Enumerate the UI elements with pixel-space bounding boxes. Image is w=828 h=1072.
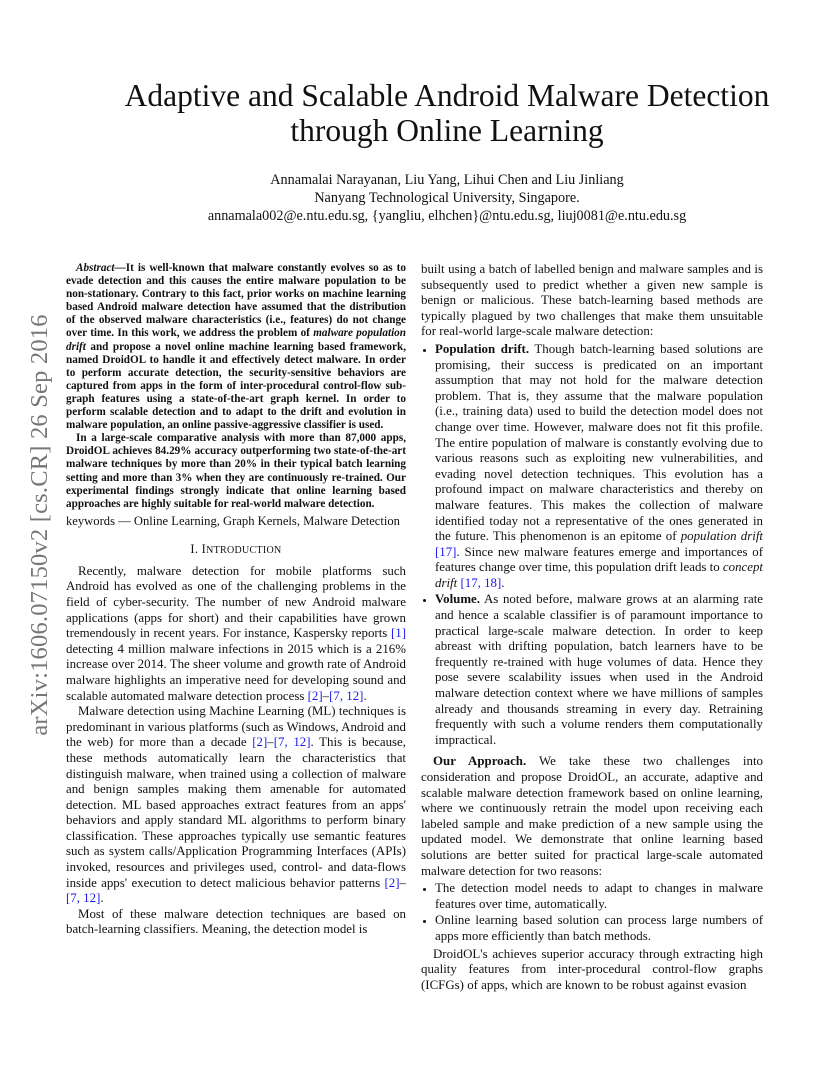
bullet-text-cont: . Since new malware features emerge and importances of features change over time, this population drift leads to: [435, 544, 763, 575]
arxiv-sidebar: [0, 0, 66, 1072]
title-line-2: through Online Learning: [290, 113, 604, 148]
author-block: [66, 171, 828, 225]
reason-item: • The detection model needs to adapt to changes in malware features over time, automatically.: [435, 881, 763, 912]
intro-paragraph-1: [66, 564, 406, 704]
arxiv-identifier: arXiv:1606.07150v2 [cs.CR] 26 Sep 2016: [26, 314, 53, 736]
bullet-title: Volume.: [435, 592, 481, 607]
citation-link[interactable]: [2]: [307, 688, 323, 703]
section-number: I.: [190, 542, 202, 557]
abstract-text: —It is well-known that malware constantly evolves so as to evade detection and this causes the entire malware population to be non-stationary. Contrary to this fact, prior works on machine learning based Android malware detection have assumed that the distribution of the observed malware characteristics (i.e., features) do not change over time. In this work, we address the problem of: [66, 262, 406, 340]
citation-link[interactable]: [7, 12]: [273, 735, 311, 750]
bullet-volume: [435, 592, 763, 748]
citation-link[interactable]: [17]: [435, 544, 457, 559]
section-heading-introduction: [66, 542, 406, 559]
intro-p1-text-cont: detecting 4 million malware infections in 2015 which is a 216% increase over 2014. The sheer volume and growth rate of Android malware highlights an imperative need for developing sound and scalable automated malware detection process: [66, 641, 406, 703]
citation-dash: –: [267, 735, 274, 750]
approach-text: We take these two challenges into consideration and propose DroidOL, an accurate, adaptive and scalable malware detection framework based on online learning, where we continuously retrain the model upon receiving each labeled sample and make prediction of a new sample using the updated model. We demonstrate that online learning based solutions are better suited for practical large-scale automated malware detection for two reasons:: [421, 754, 763, 878]
bullet-title: Population drift.: [435, 341, 530, 356]
emphasis-term: concept drift: [435, 560, 763, 590]
challenges-list: [421, 342, 763, 748]
intro-paragraph-3: Most of these malware detection techniques are based on batch-learning classifiers. Meaning, the detection model is: [66, 906, 406, 937]
author-names: Annamalai Narayanan, Liu Yang, Lihui Chen and Liu Jinliang: [270, 172, 624, 188]
citation-dash: –: [399, 875, 406, 890]
citation-link[interactable]: [7, 12]: [329, 688, 364, 703]
citation-link[interactable]: [2]: [384, 875, 400, 890]
author-emails: annamala002@e.ntu.edu.sg, {yangliu, elhchen}@ntu.edu.sg, liuj0081@e.ntu.edu.sg: [207, 208, 687, 224]
intro-p2-text-cont: . This is because, these methods automatically learn the characteristics that distinguish malware, when trained using a collection of malware and benign samples making them amenable for automated detection. ML based approaches extract features from an apps' behaviors and apply standard ML algorithms to perform binary classification. These approaches typically use semantic features such as system calls/Application Programming Interfaces (APIs) invoked, resources and privileges used, control- and data-flows inside apps' execution to detect malicious behavior patterns: [66, 735, 406, 890]
reasons-list: [421, 881, 763, 944]
right-final-paragraph: DroidOL's achieves superior accuracy through extracting high quality features from inter-procedural control-flow graphs (ICFGs) of apps, which are known to be robust against evasion: [421, 946, 763, 992]
intro-p1-text: Recently, malware detection for mobile platforms such Android has evolved as one of the challenging problems in the field of cyber-security. The number of new Android malware applications (apps for short) and their capabilities have grown tremendously in recent years. For instance, Kaspersky reports: [66, 563, 406, 641]
section-initial: I: [201, 542, 207, 557]
emphasis-term: population drift: [680, 529, 763, 544]
abstract-text-cont: and propose a novel online machine learning based framework, named DroidOL to handle it and effectively detect malware. In order to perform accurate detection, the security-sensitive behaviors are captured from apps in the form of inter-procedural control-flow sub-graph features using a state-of-the-art graph kernel. In order to perform scalable detection and to adapt to the drift and evolution in malware population, an online passive-aggressive classifier is used.: [66, 340, 406, 432]
bullet-text: Though batch-learning based solutions are promising, their success is predicated on an important assumption that may not hold for the malware detection problem. That is, they assume that the malware population (i.e., training data) used to build the detection model does not change over time. However, malware does not fit this profile. The entire population of malware is constantly evolving due to various reasons such as exploiting new vulnerabilities, and evading novel detection techniques. This evolution has a profound impact on malware characteristics and thereby on malware features. This makes the collection of malware identified today not a representative of the ones generated in the future. This phenomenon is an epitome of: [435, 341, 763, 544]
sentence-end: .: [363, 688, 367, 703]
right-column: [421, 262, 763, 993]
abstract-emphasis: malware population drift: [66, 327, 406, 353]
bullet-population-drift: [435, 342, 763, 592]
section-title-rest: NTRODUCTION: [206, 545, 282, 557]
citation-link[interactable]: [7, 12]: [66, 891, 101, 906]
sentence-end: .: [100, 891, 104, 906]
sentence-end: .: [501, 575, 505, 590]
intro-paragraph-2: [66, 704, 406, 907]
right-paragraph-intro: built using a batch of labelled benign and malware samples and is subsequently used to predict whether a given new sample is benign or malicious. These batch-learning based methods are typically plagued by two challenges that make them unsuitable for real-world large-scale malware detection:: [421, 262, 763, 339]
abstract-paragraph-2: In a large-scale comparative analysis with more than 87,000 apps, DroidOL achieves 84.29% accuracy outperforming two state-of-the-art malware techniques by more than 20% in their typical batch learning setting and more than 3% when they are continuously re-trained. Our experimental findings strongly indicate that online learning based approaches are highly suitable for real-world malware detection.: [66, 432, 406, 510]
intro-p2-text: Malware detection using Machine Learning (ML) techniques is predominant in various platforms (such as Windows, Android and the web) for more than a decade: [66, 704, 406, 750]
our-approach-paragraph: [421, 754, 763, 879]
title-line-1: Adaptive and Scalable Android Malware Detection: [124, 78, 770, 113]
citation-link[interactable]: [2]: [252, 735, 268, 750]
keywords: keywords — Online Learning, Graph Kernels, Malware Detection: [66, 513, 400, 528]
citation-dash: –: [322, 688, 330, 703]
reason-item: • Online learning based solution can process large numbers of apps more efficiently than batch methods.: [435, 913, 763, 944]
abstract-lead: Abstract: [76, 262, 115, 274]
bullet-text: As noted before, malware grows at an alarming rate and hence a scalable classifier is of paramount importance to practical large-scale malware detection. In order to keep abreast with drifting population, batch learners have to be frequently re-trained with huge volumes of data. Hence they pose severe scalability issues when used in the Android malware detection context where we have millions of samples already and thousands streaming in every day. Retraining frequently with such a volume renders them computationally impractical.: [435, 592, 763, 747]
abstract-paragraph-1: [66, 262, 406, 432]
approach-title: Our Approach.: [433, 754, 527, 769]
left-column: [66, 262, 406, 938]
affiliation: Nanyang Technological University, Singapore.: [314, 190, 580, 206]
paper-title: [66, 78, 828, 148]
citation-link[interactable]: [17, 18]: [460, 575, 502, 590]
citation-link[interactable]: [1]: [390, 626, 406, 641]
